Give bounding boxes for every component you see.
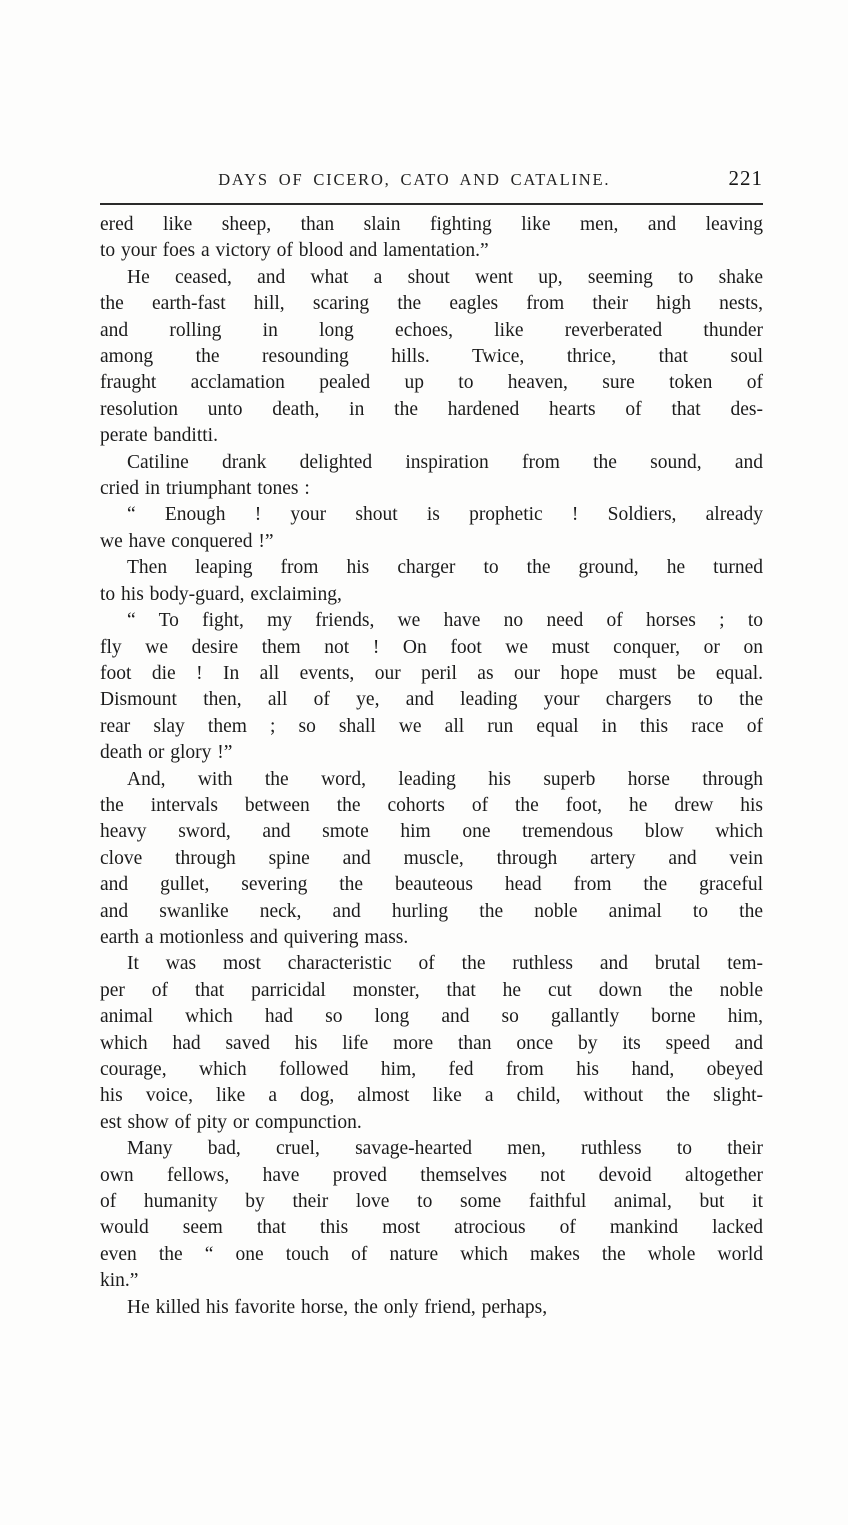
text-line: death or glory !” — [100, 742, 233, 764]
text-line: rear slay them ; so shall we all run equal in this race of — [100, 715, 763, 737]
text-line: kin.” — [100, 1270, 139, 1292]
text-line: He ceased, and what a shout went up, seeming to shake — [127, 266, 763, 288]
text-line: animal which had so long and so gallantly borne him, — [100, 1006, 763, 1028]
text-line: to his body-guard, exclaiming, — [100, 583, 342, 605]
text-line: Then leaping from his charger to the ground, he turned — [127, 557, 763, 579]
text-line: even the “ one touch of nature which makes the whole world — [100, 1243, 763, 1265]
text-line: of humanity by their love to some faithful animal, but it — [100, 1191, 763, 1213]
text-line: the earth-fast hill, scaring the eagles from their high nests, — [100, 293, 763, 315]
paragraph — [100, 1295, 763, 1321]
text-line: per of that parricidal monster, that he cut down the noble — [100, 979, 763, 1001]
running-header — [100, 166, 763, 191]
text-line: Many bad, cruel, savage-hearted men, ruthless to their — [127, 1138, 763, 1160]
paragraph — [100, 951, 763, 1136]
text-line: It was most characteristic of the ruthless and brutal tem- — [127, 953, 763, 975]
text-line: est show of pity or compunction. — [100, 1111, 362, 1133]
paragraph — [100, 555, 763, 608]
text-line: “ To fight, my friends, we have no need of horses ; to — [127, 610, 763, 632]
text-line: Catiline drank delighted inspiration from the sound, and — [127, 451, 763, 473]
text-line: own fellows, have proved themselves not devoid altogether — [100, 1164, 763, 1186]
text-line: among the resounding hills. Twice, thrice, that soul — [100, 346, 763, 368]
text-line: the intervals between the cohorts of the foot, he drew his — [100, 794, 763, 816]
text-line: which had saved his life more than once by its speed and — [100, 1032, 763, 1054]
text-line: courage, which followed him, fed from his hand, obeyed — [100, 1059, 763, 1080]
text-line: fraught acclamation pealed up to heaven, sure token of — [100, 372, 763, 394]
text-line: we have conquered !” — [100, 530, 274, 552]
text-line: resolution unto death, in the hardened hearts of that des- — [100, 398, 763, 420]
text-line: and gullet, severing the beauteous head from the graceful — [100, 874, 763, 896]
text-line: cried in triumphant tones : — [100, 478, 310, 500]
text-line: heavy sword, and smote him one tremendous blow which — [100, 821, 763, 843]
text-line: “ Enough ! your shout is prophetic ! Soldiers, already — [127, 504, 763, 526]
paragraph — [100, 450, 763, 503]
paragraph — [100, 212, 763, 265]
paragraph — [100, 502, 763, 555]
text-line: Dismount then, all of ye, and leading your chargers to the — [100, 689, 763, 711]
text-line: and swanlike neck, and hurling the noble animal to the — [100, 900, 763, 922]
text-line: ered like sheep, than slain fighting like men, and leaving — [100, 214, 763, 235]
text-line: earth a motionless and quivering mass. — [100, 926, 409, 948]
text-line: clove through spine and muscle, through artery and vein — [100, 847, 763, 869]
text-line: to your foes a victory of blood and lamentation.” — [100, 240, 489, 262]
text-line: fly we desire them not ! On foot we must conquer, or on — [100, 636, 763, 658]
text-line: and rolling in long echoes, like reverberated thunder — [100, 319, 763, 341]
header-title: DAYS OF CICERO, CATO AND CATALINE. — [218, 170, 611, 189]
page-number: 221 — [728, 166, 763, 190]
header-rule — [100, 203, 763, 205]
paragraph — [100, 265, 763, 450]
text-line: And, with the word, leading his superb horse through — [127, 768, 763, 790]
paragraph — [100, 608, 763, 766]
text-line: He killed his favorite horse, the only friend, perhaps, — [127, 1296, 548, 1318]
paragraph — [100, 767, 763, 952]
text-line: his voice, like a dog, almost like a child, without the slight- — [100, 1085, 763, 1107]
page-body — [100, 212, 763, 1321]
text-line: would seem that this most atrocious of mankind lacked — [100, 1217, 763, 1239]
paragraph — [100, 1136, 763, 1294]
text-line: foot die ! In all events, our peril as our hope must be equal. — [100, 662, 763, 684]
text-line: perate banditti. — [100, 425, 218, 447]
